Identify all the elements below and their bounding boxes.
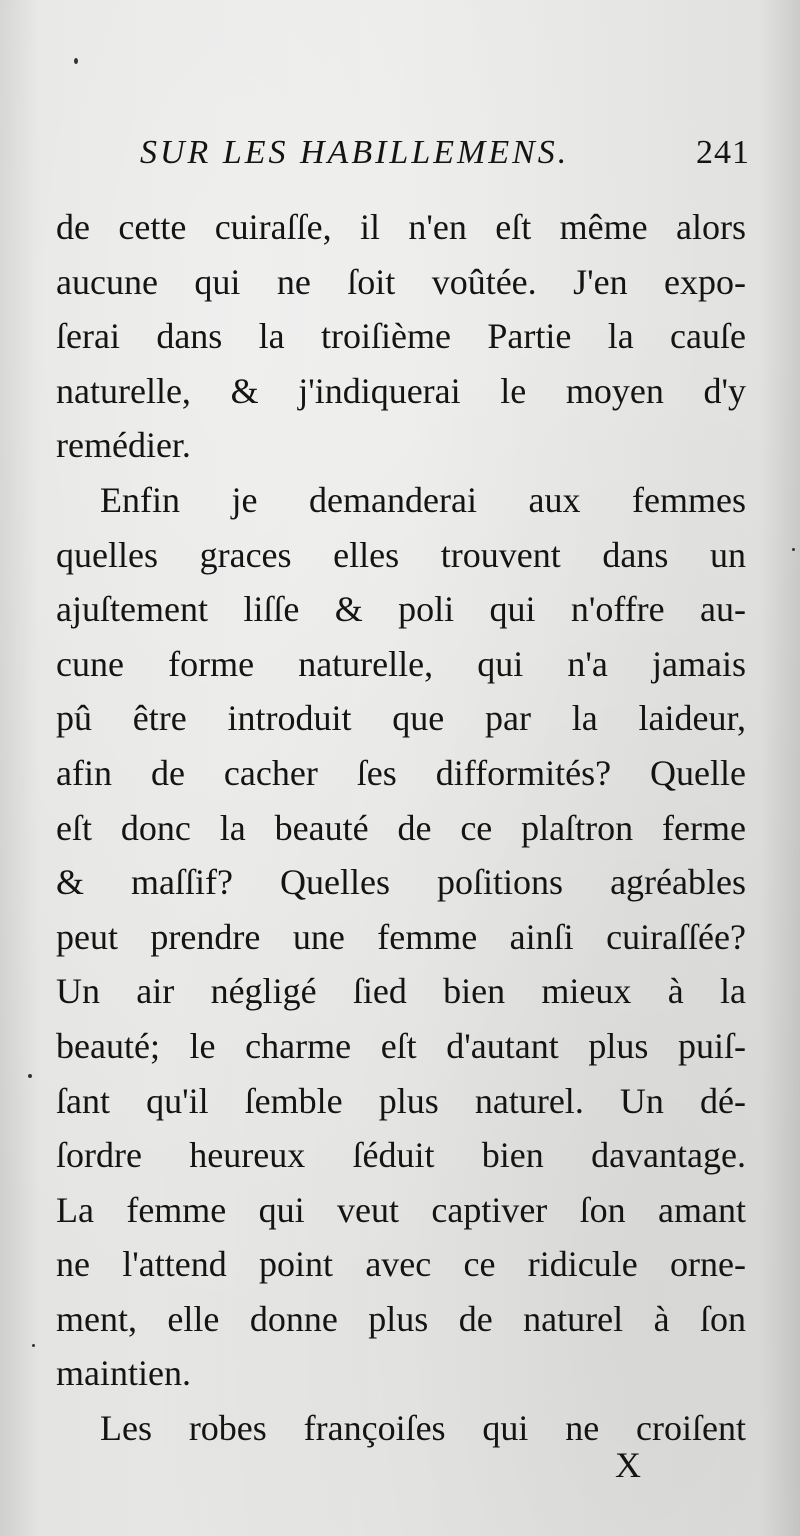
text-line: eſt donc la beauté de ce plaſtron ferme (56, 807, 746, 848)
text-line: & maſſif? Quelles poſitions agréables (56, 862, 746, 903)
text-line: peut prendre une femme ainſi cuiraſſée? (56, 916, 746, 957)
text-line: La femme qui veut captiver ſon amant (56, 1189, 746, 1230)
text-line: ſerai dans la troiſième Partie la cauſe (56, 316, 746, 357)
ink-speck (32, 1344, 35, 1347)
ink-speck (74, 58, 78, 64)
running-head (140, 128, 750, 178)
text-line: afin de cacher ſes difformités? Quelle (56, 752, 746, 793)
body-text (56, 200, 746, 1456)
text-line: ne l'attend point avec ce ridicule orne- (56, 1244, 746, 1285)
text-line: de cette cuiraſſe, il n'en eſt même alors (56, 207, 746, 247)
text-line: cune forme naturelle, qui n'a jamais (56, 643, 746, 684)
text-line: aucune qui ne ſoit voûtée. J'en expo- (56, 261, 746, 302)
text-line: quelles graces elles trouvent dans un (56, 534, 746, 575)
ink-speck (28, 1074, 32, 1078)
ink-speck (792, 548, 795, 551)
text-line: maintien. (56, 1353, 191, 1394)
text-line: ajuſtement liſſe & poli qui n'offre au- (56, 589, 746, 630)
text-line: beauté; le charme eſt d'autant plus puiſ- (56, 1025, 746, 1066)
text-line: ſordre heureux ſéduit bien davantage. (56, 1135, 746, 1176)
text-line: naturelle, & j'indiquerai le moyen d'y (56, 370, 746, 411)
text-line: ſant qu'il ſemble plus naturel. Un dé- (56, 1080, 746, 1121)
text-line: remédier. (56, 425, 191, 466)
signature-mark: X (615, 1445, 641, 1485)
text-line: pû être introduit que par la laideur, (56, 698, 746, 739)
text-line: Un air négligé ſied bien mieux à la (56, 971, 746, 1012)
running-head-title: SUR LES HABILLEMENS. (140, 134, 570, 171)
page-number: 241 (696, 134, 750, 171)
text-line: ment, elle donne plus de naturel à ſon (56, 1298, 746, 1339)
text-line: Enfin je demanderai aux femmes (100, 479, 746, 520)
text-line: Les robes françoiſes qui ne croiſent (100, 1408, 746, 1449)
